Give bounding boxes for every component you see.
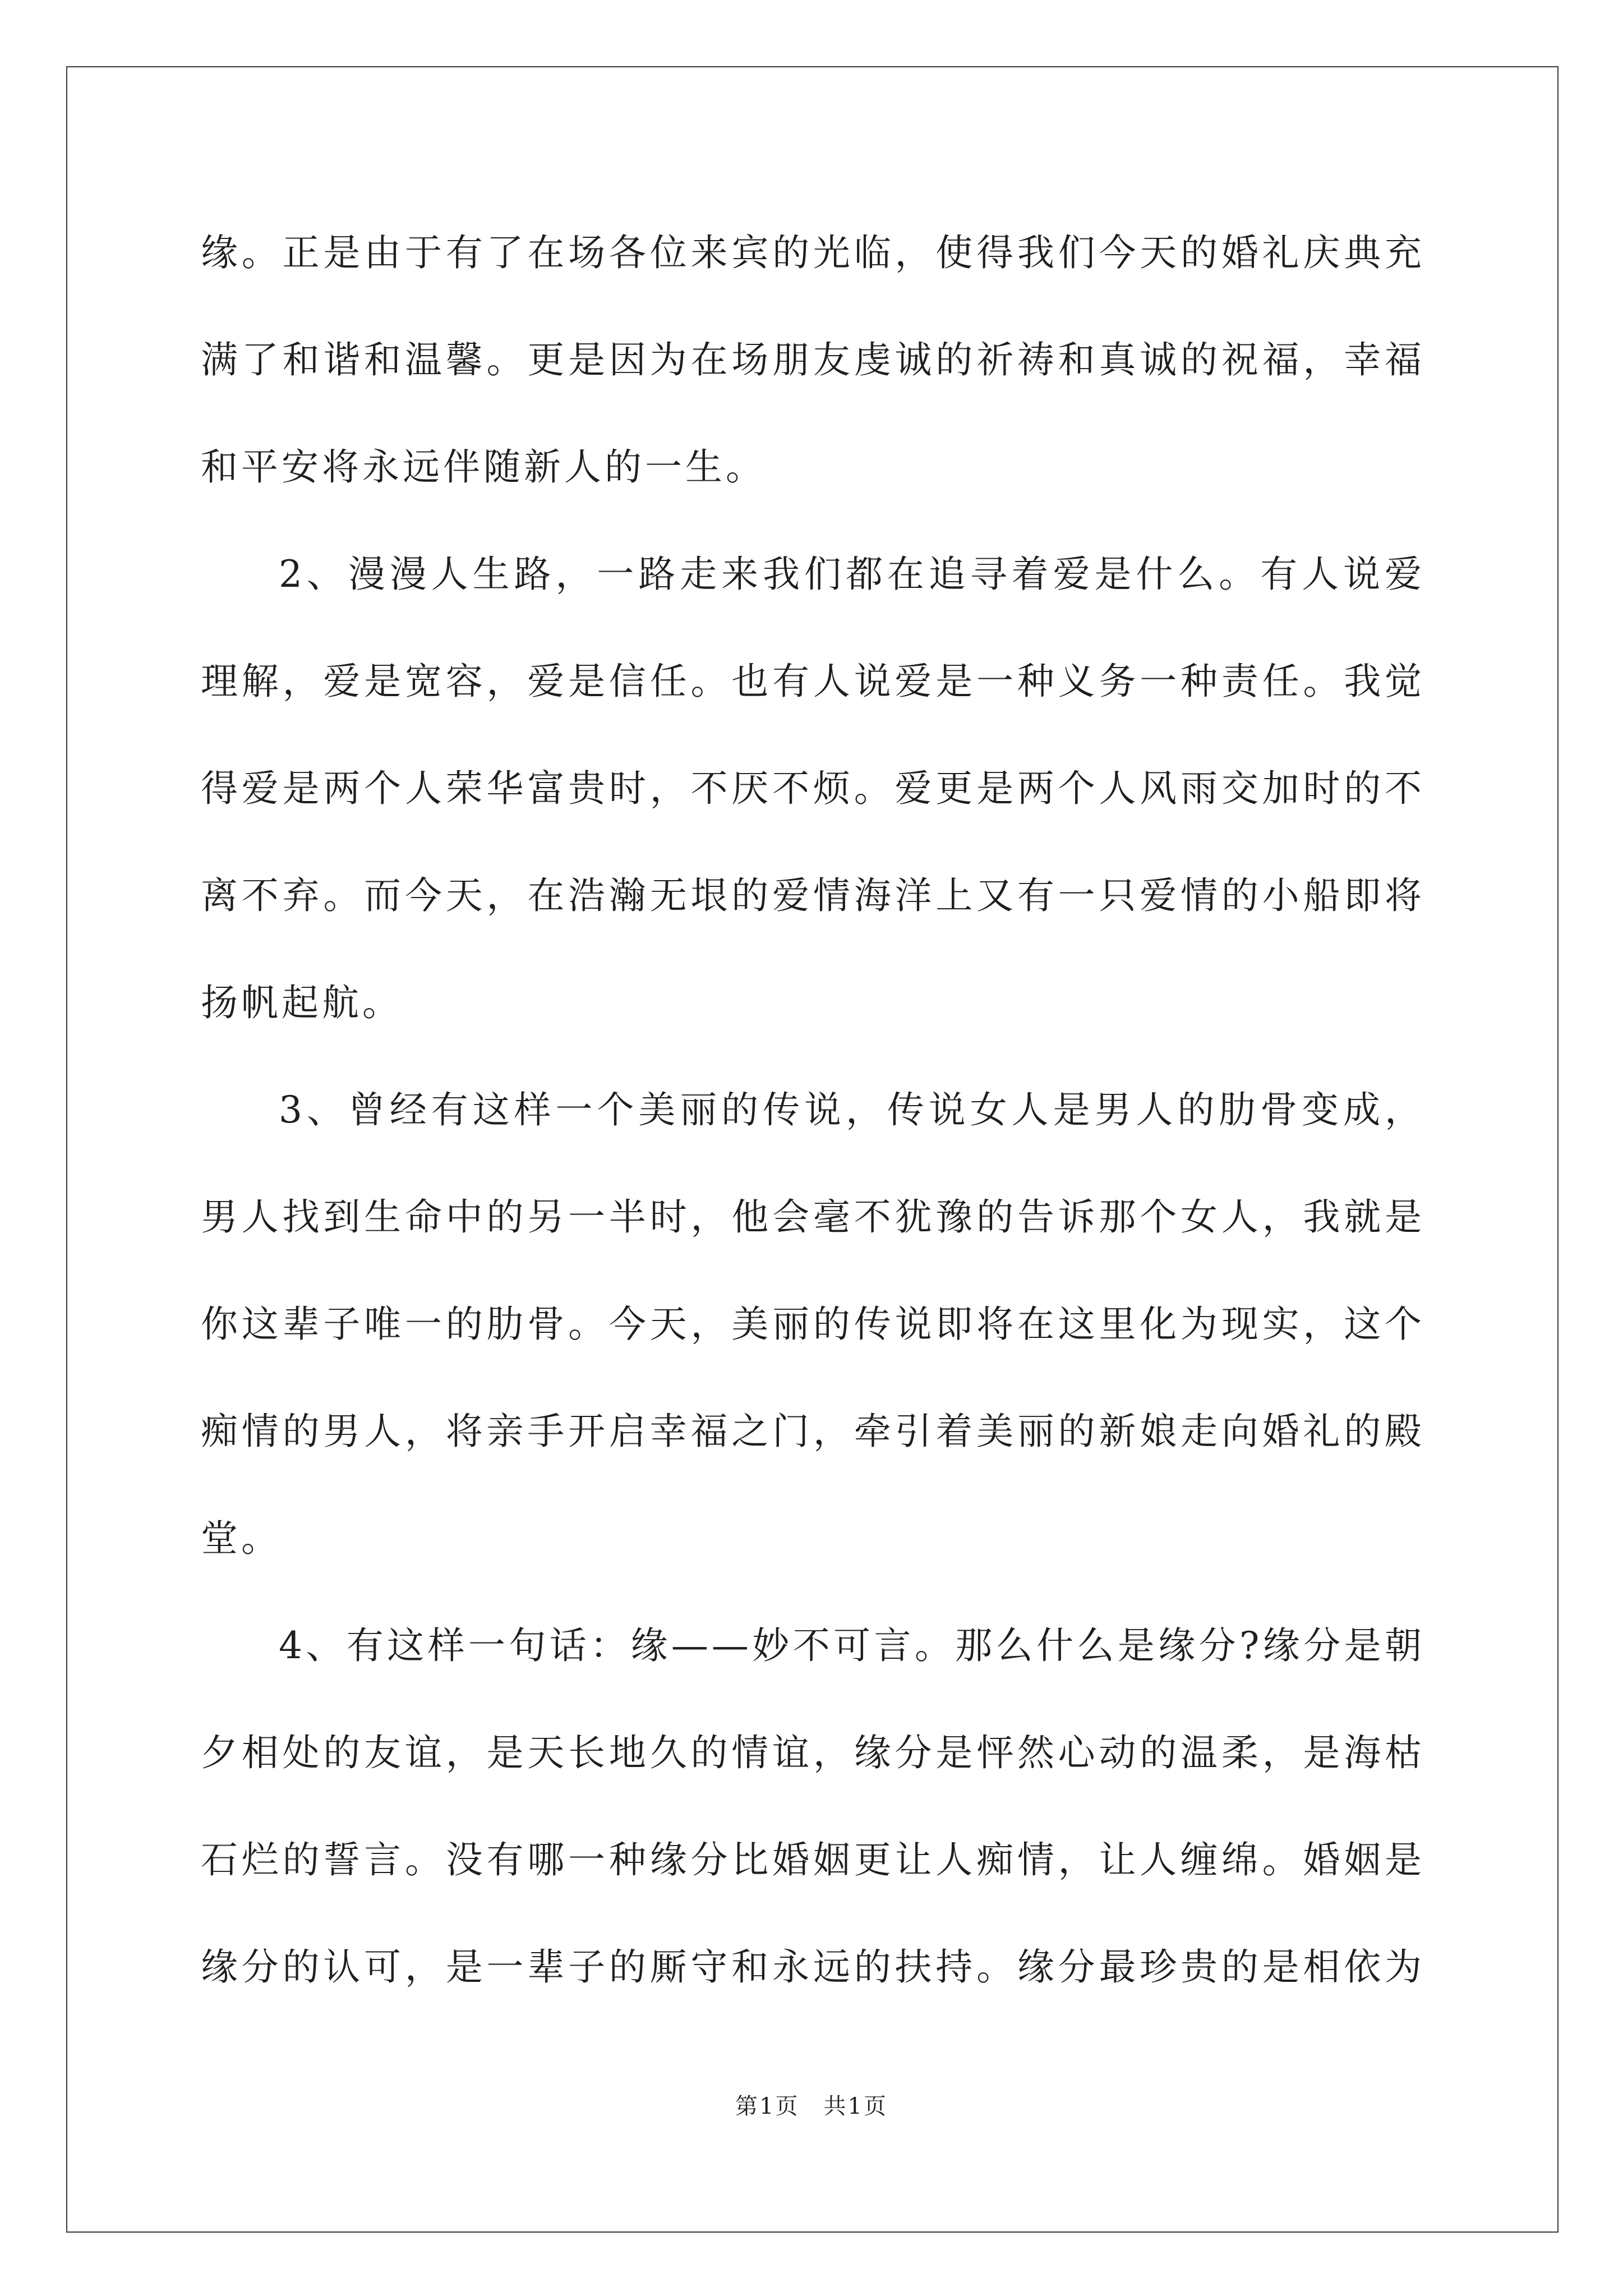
paragraph — [201, 521, 1425, 1056]
paragraph — [201, 1592, 1425, 2021]
text-line: 夕相处的友谊，是天长地久的情谊，缘分是怦然心动的温柔，是海枯 — [201, 1731, 1425, 1774]
text-line: 你这辈子唯一的肋骨。今天，美丽的传说即将在这里化为现实，这个 — [201, 1303, 1425, 1346]
text-line: 石烂的誓言。没有哪一种缘分比婚姻更让人痴情，让人缠绵。婚姻是 — [201, 1838, 1425, 1881]
document-body — [201, 199, 1425, 2021]
paragraph — [201, 199, 1425, 521]
text-line: 得爱是两个人荣华富贵时，不厌不烦。爱更是两个人风雨交加时的不 — [201, 767, 1425, 810]
text-line: 理解，爱是宽容，爱是信任。也有人说爱是一种义务一种责任。我觉 — [201, 660, 1425, 703]
text-line: 2、漫漫人生路，一路走来我们都在追寻着爱是什么。有人说爱 — [279, 553, 1425, 596]
text-line: 堂。 — [201, 1517, 282, 1560]
text-line: 痴情的男人，将亲手开启幸福之门，牵引着美丽的新娘走向婚礼的殿 — [201, 1410, 1425, 1453]
text-line: 缘分的认可，是一辈子的厮守和永远的扶持。缘分最珍贵的是相依为 — [201, 1945, 1425, 1989]
text-line: 离不弃。而今天，在浩瀚无垠的爱情海洋上又有一只爱情的小船即将 — [201, 874, 1425, 917]
text-line: 扬帆起航。 — [201, 981, 403, 1024]
page-footer: 第1页 共1页 — [735, 2093, 888, 2119]
paragraph — [201, 1056, 1425, 1592]
text-line: 满了和谐和温馨。更是因为在场朋友虔诚的祈祷和真诚的祝福，幸福 — [201, 338, 1425, 381]
text-line: 缘。正是由于有了在场各位来宾的光临，使得我们今天的婚礼庆典充 — [201, 231, 1425, 274]
text-line: 和平安将永远伴随新人的一生。 — [201, 445, 766, 489]
text-line: 3、曾经有这样一个美丽的传说，传说女人是男人的肋骨变成， — [279, 1088, 1425, 1131]
text-line: 4、有这样一句话：缘——妙不可言。那么什么是缘分?缘分是朝 — [279, 1624, 1425, 1667]
text-line: 男人找到生命中的另一半时，他会毫不犹豫的告诉那个女人，我就是 — [201, 1195, 1425, 1239]
